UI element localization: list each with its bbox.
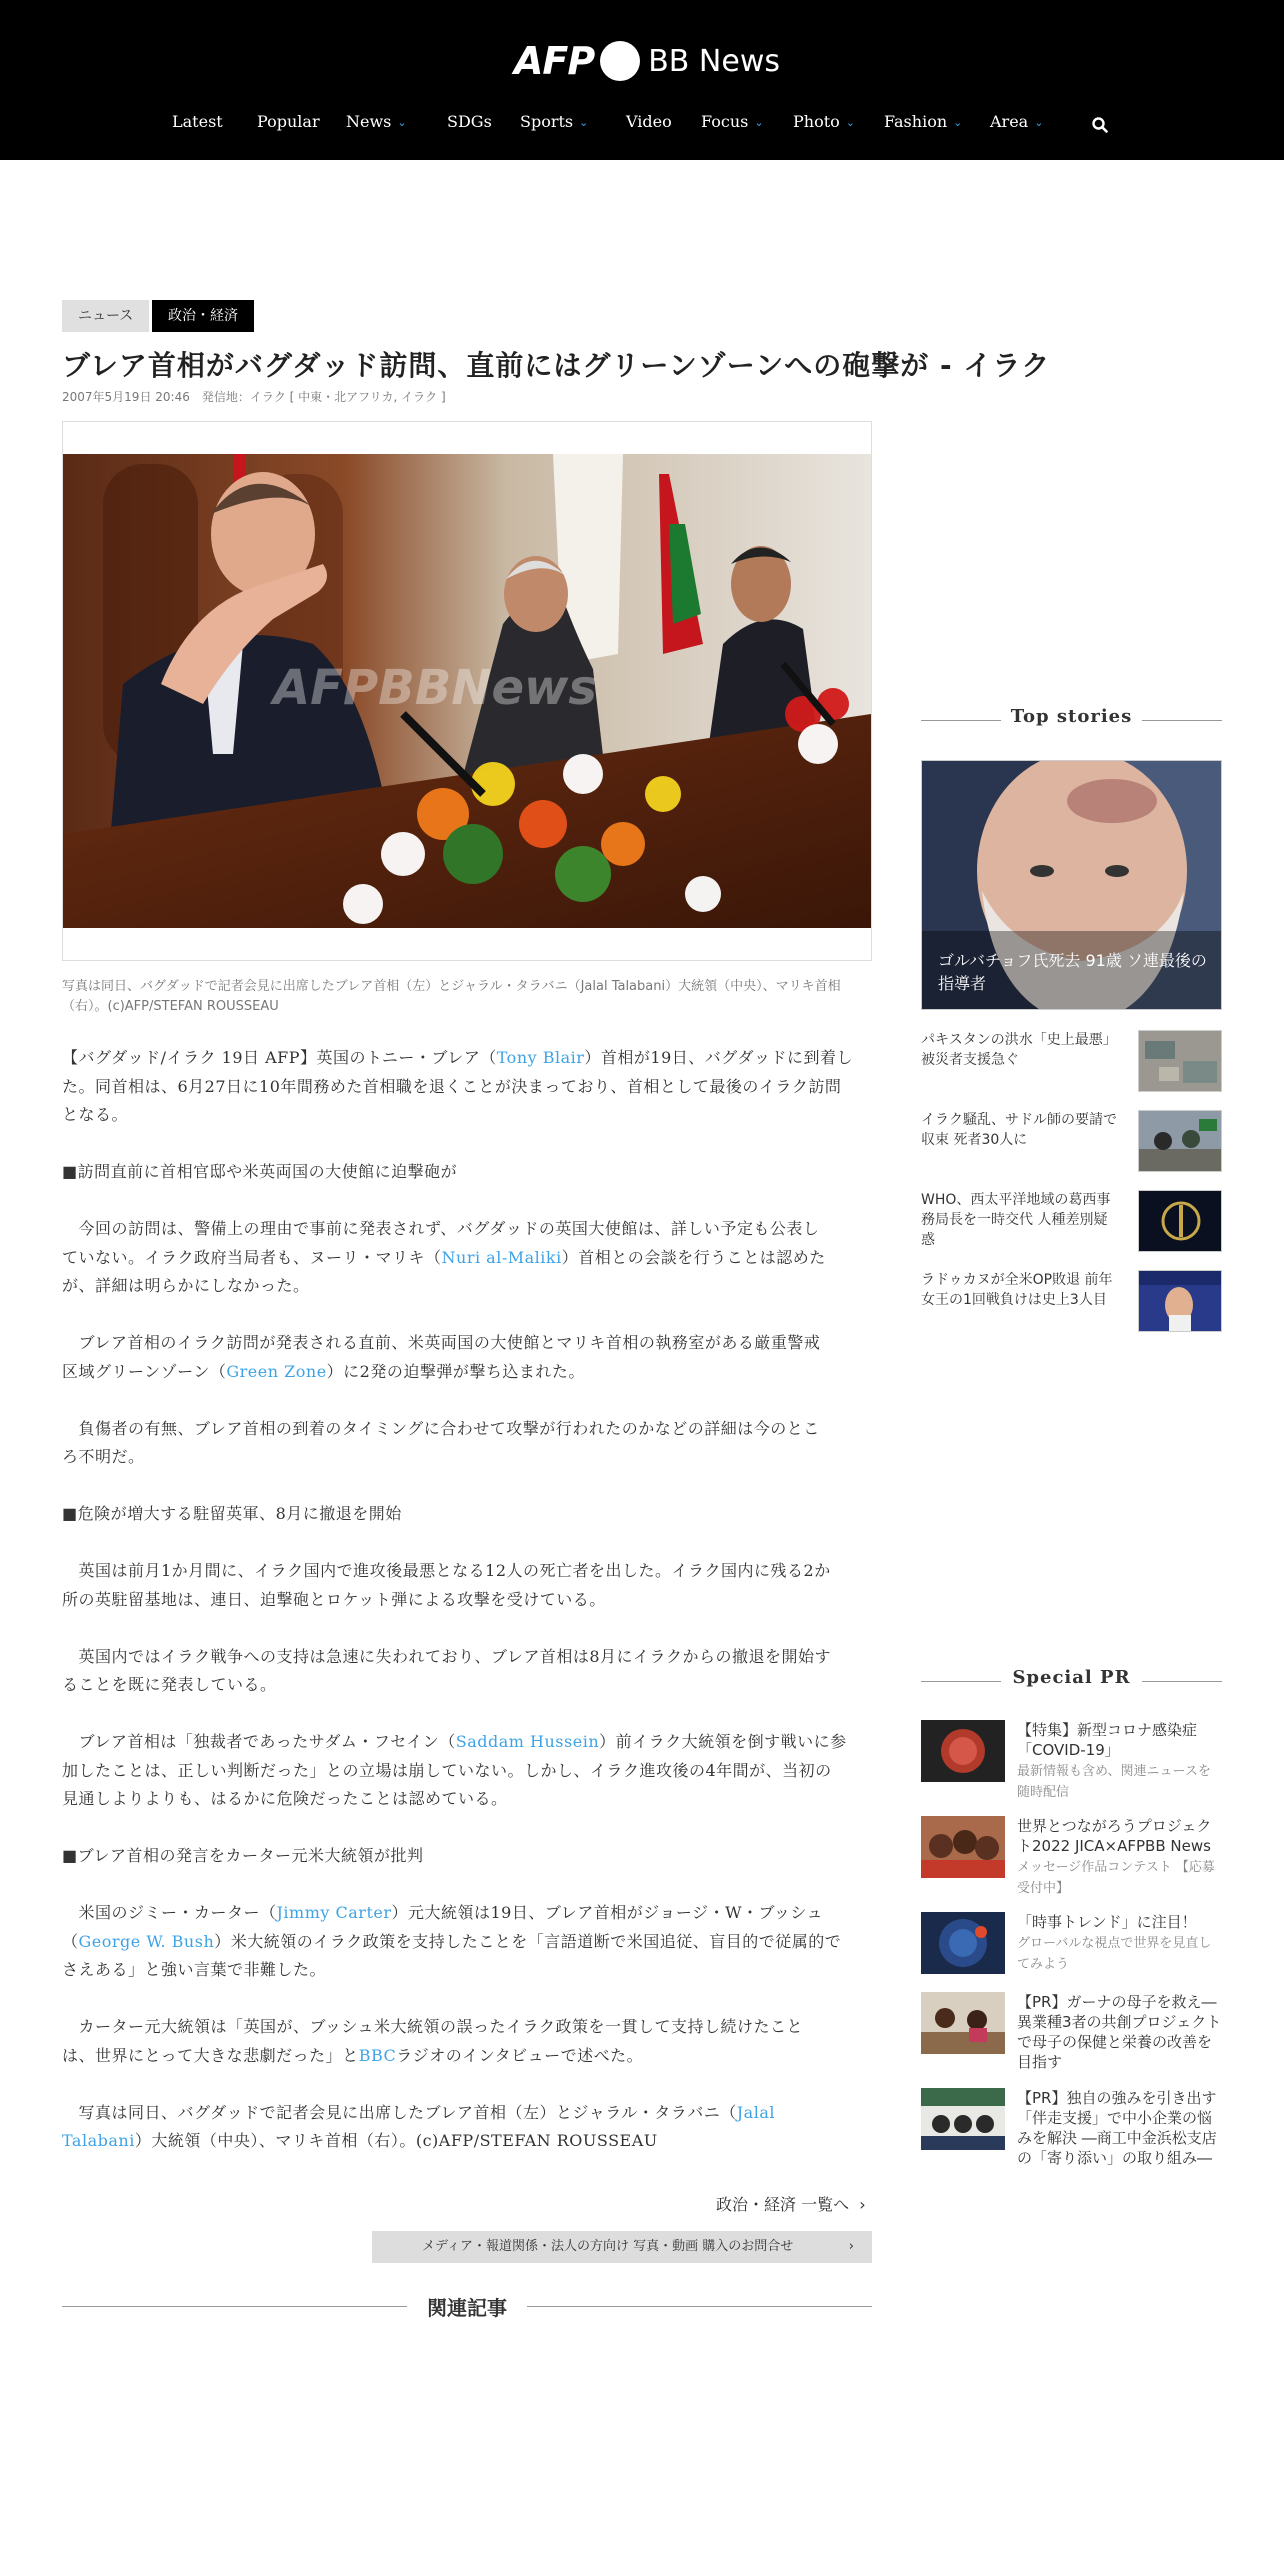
article-meta: 2007年5月19日 20:46 発信地：イラク [ 中東・北アフリカ, イラク ] xyxy=(62,390,446,404)
chevron-down-icon: ⌄ xyxy=(579,116,589,129)
article-paragraph xyxy=(62,1842,872,1871)
nav-item-sdgs[interactable]: SDGs xyxy=(447,112,492,131)
pr-thumbnail xyxy=(921,1816,1005,1878)
paragraph-text: ラジオのインタビューで述べた。 xyxy=(396,2045,644,2065)
search-icon[interactable] xyxy=(1091,116,1109,134)
related-articles-header xyxy=(62,2292,872,2322)
paragraph-text: ■危険が増大する駐留英軍、8月に撤退を開始 xyxy=(62,1504,402,1523)
article-photo-frame xyxy=(62,421,872,961)
top-story-item[interactable] xyxy=(921,1110,1222,1172)
divider xyxy=(527,2306,872,2307)
pr-thumbnail xyxy=(921,1992,1005,2054)
nav-item-area[interactable]: Area ⌄ xyxy=(990,112,1044,131)
pr-headline: 【特集】新型コロナ感染症「COVID-19」 最新情報も含め、関連ニュースを随時配信 xyxy=(1017,1721,1211,1800)
paragraph-text: ）首相が19日、バグダッドに到着し xyxy=(584,1048,853,1067)
photo-watermark: AFPBBNews xyxy=(273,660,597,716)
paragraph-text: さえある」と強い言葉で非難した。 xyxy=(62,1960,327,1979)
paragraph-text: （ xyxy=(62,1931,79,1951)
paragraph-text: ブレア首相のイラク訪問が発表される直前、米英両国の大使館とマリキ首相の執務室がある厳重警戒 xyxy=(62,1333,821,1352)
inline-keyword-link[interactable]: Green Zone xyxy=(226,1361,327,1381)
top-story-thumbnail xyxy=(1138,1270,1222,1332)
paragraph-text: カーター元大統領は「英国が、ブッシュ米大統領の誤ったイラク政策を一貫して支持し続けたこと xyxy=(62,2017,804,2036)
article-paragraph xyxy=(62,2013,872,2070)
paragraph-text: ）に2発の迫撃弾が撃ち込まれた。 xyxy=(326,1361,585,1381)
paragraph-text: が、詳細は明らかにしなかった。 xyxy=(62,1276,310,1295)
inline-keyword-link[interactable]: Tony Blair xyxy=(496,1048,585,1067)
paragraph-text: た。同首相は、6月27日に10年間務めた首相職を退くことが決まっており、首相として最後のイラク訪問 xyxy=(62,1076,842,1096)
article-paragraph xyxy=(62,1215,872,1301)
pr-item[interactable] xyxy=(921,1992,1222,2071)
paragraph-text: ）大統領（中央）、マリキ首相（右）。(c)AFP/STEFAN ROUSSEAU xyxy=(134,2131,658,2150)
pr-headline: 「時事トレンド」に注目！ グローバルな視点で世界を見直してみよう xyxy=(1017,1913,1212,1972)
pr-item[interactable] xyxy=(921,1720,1222,1800)
media-inquiry-button[interactable]: メディア・報道関係・法人の方向け 写真・動画 購入のお問合せ › xyxy=(372,2231,872,2263)
top-story-headline: WHO、西太平洋地域の葛西事務局長を一時交代 人種差別疑惑 xyxy=(921,1192,1111,1248)
pr-item[interactable] xyxy=(921,2088,1222,2167)
article-paragraph xyxy=(62,1158,872,1187)
article-photo[interactable] xyxy=(63,454,871,928)
nav-item-video[interactable]: Video xyxy=(626,112,672,131)
special-pr-header xyxy=(921,1667,1222,1691)
paragraph-text: ブレア首相は「独裁者であったサダム・フセイン（ xyxy=(62,1732,456,1751)
pr-thumbnail xyxy=(921,1912,1005,1974)
article-paragraph xyxy=(62,1728,872,1814)
top-story-item[interactable] xyxy=(921,1270,1222,1332)
nav-item-news[interactable]: News ⌄ xyxy=(346,112,407,131)
inline-keyword-link[interactable]: Nuri al-Maliki xyxy=(441,1247,562,1267)
top-stories-title: Top stories xyxy=(1010,706,1133,727)
paragraph-text: 所の英駐留基地は、連日、迫撃砲とロケット弾による攻撃を受けている。 xyxy=(62,1589,606,1609)
article-paragraph xyxy=(62,2099,872,2156)
article-title: ブレア首相がバグダッド訪問、直前にはグリーンゾーンへの砲撃が - イラク xyxy=(62,349,1051,382)
article-paragraph xyxy=(62,1044,872,1130)
site-header xyxy=(0,0,1284,160)
article-paragraph xyxy=(62,1899,872,1985)
paragraph-text: 加したことは、正しい判断だった」との立場は崩していない。しかし、イラク進攻後の4年間が、当初の xyxy=(62,1760,832,1780)
paragraph-text: 【バグダッド/イラク 19日 AFP】英国のトニー・ブレア（ xyxy=(62,1048,497,1067)
chevron-right-icon: › xyxy=(859,2195,866,2214)
top-story-headline: ラドゥカヌが全米OP敗退 前年女王の1回戦負けは史上3人目 xyxy=(921,1272,1113,1308)
chevron-down-icon: ⌄ xyxy=(1034,116,1044,129)
paragraph-text: ■ブレア首相の発言をカーター元米大統領が批判 xyxy=(62,1846,424,1865)
related-articles-title: 関連記事 xyxy=(427,2296,507,2320)
top-story-item[interactable] xyxy=(921,1190,1222,1252)
paragraph-text: 区域グリーンゾーン（ xyxy=(62,1361,227,1381)
inline-keyword-link[interactable]: Saddam Hussein xyxy=(455,1732,600,1751)
divider xyxy=(1142,720,1222,721)
chevron-down-icon: ⌄ xyxy=(845,116,855,129)
top-stories-header xyxy=(921,706,1222,730)
nav-item-sports[interactable]: Sports ⌄ xyxy=(520,112,589,131)
paragraph-text: ）米大統領のイラク政策を支持したことを「言語道断で米国追従、盲目的で従属的で xyxy=(214,1931,842,1951)
nav-item-popular[interactable]: Popular xyxy=(257,112,320,131)
paragraph-text: となる。 xyxy=(62,1105,129,1124)
nav-item-photo[interactable]: Photo ⌄ xyxy=(793,112,855,131)
top-story-headline: パキスタンの洪水「史上最悪」 被災者支援急ぐ xyxy=(921,1032,1117,1068)
tag-news[interactable]: ニュース xyxy=(62,300,149,332)
pr-item[interactable] xyxy=(921,1912,1222,1974)
logo-bb-text: BB News xyxy=(648,43,780,79)
afpbb-logo[interactable] xyxy=(514,38,780,84)
divider xyxy=(1142,1681,1222,1682)
inline-keyword-link[interactable]: Jimmy Carter xyxy=(276,1903,392,1922)
top-story-thumbnail xyxy=(1138,1030,1222,1092)
category-more-link[interactable]: 政治・経済 一覧へ › xyxy=(716,2195,866,2214)
paragraph-text: ることを既に発表している。 xyxy=(62,1675,277,1694)
article-body xyxy=(62,1044,872,2184)
article-paragraph xyxy=(62,1415,872,1472)
inline-keyword-link[interactable]: BBC xyxy=(358,2045,397,2065)
top-story-item[interactable] xyxy=(921,1030,1222,1092)
paragraph-text: ろ不明だ。 xyxy=(62,1447,145,1466)
paragraph-text: 英国は前月1か月間に、イラク国内で進攻後最悪となる12人の死亡者を出した。イラク国内に残る2か xyxy=(62,1561,831,1580)
paragraph-text: ）元大統領は19日、ブレア首相がジョージ・W・ブッシュ xyxy=(391,1903,824,1922)
pr-headline: 【PR】独自の強みを引き出す「伴走支援」で中小企業の悩みを解決 ―商工中金浜松支店の「寄り添い」の取り組み― xyxy=(1017,2089,1217,2167)
inline-keyword-link[interactable]: George W. Bush xyxy=(78,1931,215,1951)
paragraph-text: ）首相との会談を行うことは認めた xyxy=(561,1247,826,1267)
pr-thumbnail xyxy=(921,1720,1005,1782)
top-story-caption: ゴルバチョフ氏死去 91歳 ソ連最後の指導者 xyxy=(938,951,1207,993)
logo-circle xyxy=(600,41,640,81)
nav-item-focus[interactable]: Focus ⌄ xyxy=(701,112,764,131)
special-pr-title: Special PR xyxy=(1012,1667,1131,1688)
pr-thumbnail xyxy=(921,2088,1005,2150)
pr-headline: 世界とつながろうプロジェクト2022 JICA×AFPBB News メッセージ作品コンテスト 【応募受付中】 xyxy=(1017,1817,1215,1896)
logo-afp-text: AFP xyxy=(514,39,595,83)
pr-item[interactable] xyxy=(921,1816,1222,1896)
paragraph-text: 英国内ではイラク戦争への支持は急速に失われており、ブレア首相は8月にイラクからの撤退を開始す xyxy=(62,1646,832,1666)
inline-keyword-link[interactable]: Jalal xyxy=(736,2102,775,2122)
top-story-thumbnail xyxy=(1138,1110,1222,1172)
chevron-down-icon: ⌄ xyxy=(397,116,407,129)
chevron-down-icon: ⌄ xyxy=(754,116,764,129)
paragraph-text: は、世界にとって大きな悲劇だった」と xyxy=(62,2045,359,2065)
top-story-headline: イラク騒乱、サドル師の要請で収束 死者30人に xyxy=(921,1112,1117,1148)
paragraph-text: ■訪問直前に首相官邸や米英両国の大使館に迫撃砲が xyxy=(62,1162,458,1181)
paragraph-text: 写真は同日、バグダッドで記者会見に出席したブレア首相（左）とジャラル・タラバニ（ xyxy=(62,2102,737,2122)
paragraph-text: 今回の訪問は、警備上の理由で事前に発表されず、バグダッドの英国大使館は、詳しい予定も公表し xyxy=(62,1219,820,1238)
article-paragraph xyxy=(62,1557,872,1614)
paragraph-text: ）前イラク大統領を倒す戦いに参 xyxy=(599,1732,847,1751)
paragraph-text: 米国のジミー・カーター（ xyxy=(62,1903,277,1922)
article-paragraph xyxy=(62,1500,872,1529)
top-story-thumbnail xyxy=(1138,1190,1222,1252)
photo-caption: 写真は同日、バグダッドで記者会見に出席したブレア首相（左）とジャラル・タラバニ（Jalal Talabani）大統領（中央）、マリキ首相（右）。(c)AFP/STEFAN ROUSSEAU xyxy=(62,979,841,1014)
nav-item-fashion[interactable]: Fashion ⌄ xyxy=(884,112,963,131)
chevron-right-icon: › xyxy=(848,2239,854,2254)
paragraph-text: 負傷者の有無、ブレア首相の到着のタイミングに合わせて攻撃が行われたのかなどの詳細は今のとこ xyxy=(62,1418,820,1438)
pr-headline: 【PR】ガーナの母子を救え―異業種3者の共創プロジェクトで母子の保健と栄養の改善を目指す xyxy=(1017,1993,1222,2071)
paragraph-text: 見通しよりよりも、はるかに危険だったことは認めている。 xyxy=(62,1789,508,1808)
inline-keyword-link[interactable]: Talabani xyxy=(62,2131,135,2150)
article-paragraph xyxy=(62,1643,872,1700)
nav-item-latest[interactable]: Latest xyxy=(172,112,223,131)
tag-politics-economy[interactable]: 政治・経済 xyxy=(152,300,254,332)
chevron-down-icon: ⌄ xyxy=(953,116,963,129)
article-paragraph xyxy=(62,1329,872,1386)
top-story-feature[interactable] xyxy=(921,760,1222,1010)
paragraph-text: ていない。イラク政府当局者も、ヌーリ・マリキ（ xyxy=(62,1247,442,1267)
